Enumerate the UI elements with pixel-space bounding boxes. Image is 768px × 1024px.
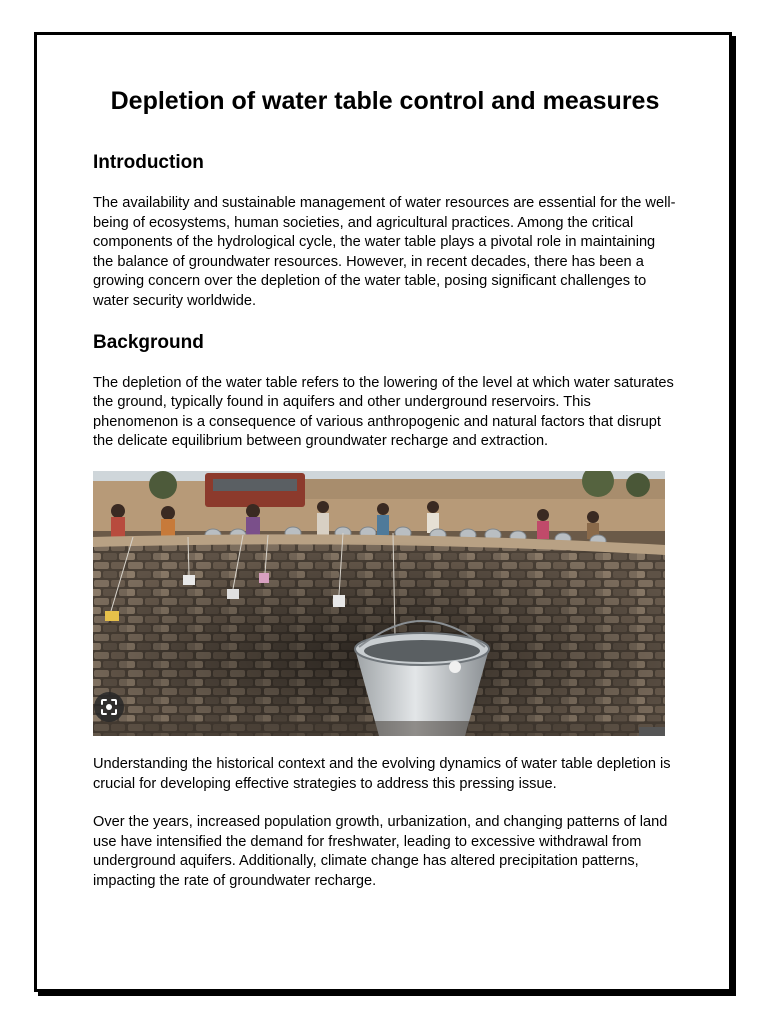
document-content (93, 84, 677, 892)
background-paragraph: The depletion of the water table refers to the lowering of the level at which water saturates the ground, typically found in aquifers and other underground reservoirs. This phenomenon is a consequence of various anthropogenic and natural factors that disrupt the delicate equilibrium between groundwater recharge and extraction. (93, 374, 674, 450)
well-illustration (93, 471, 665, 736)
heading-introduction: Introduction (93, 152, 204, 173)
heading-background: Background (93, 331, 204, 353)
closing-paragraph-1: Understanding the historical context and the evolving dynamics of water table depletion is crucial for developing effective strategies to address this pressing issue. (93, 755, 671, 792)
document-title: Depletion of water table control and measures (110, 87, 660, 115)
lens-search-button[interactable] (94, 692, 124, 722)
lens-search-icon (100, 698, 118, 716)
well-photo (93, 471, 665, 736)
introduction-paragraph: The availability and sustainable management of water resources are essential for the well-being of ecosystems, human societies, and agricultural practices. Among the critical components of the hydrological cycle, the water table plays a pivotal role in maintaining the balance of groundwater resources. However, in recent decades, there has been a growing concern over the depletion of the water table, posing significant challenges to water security worldwide. (93, 195, 676, 309)
closing-paragraph-2: Over the years, increased population growth, urbanization, and changing patterns of land use have intensified the demand for freshwater, leading to excessive withdrawal from underground aquifers. Additionally, climate change has altered precipitation patterns, impacting the rate of groundwater recharge. (93, 814, 668, 889)
